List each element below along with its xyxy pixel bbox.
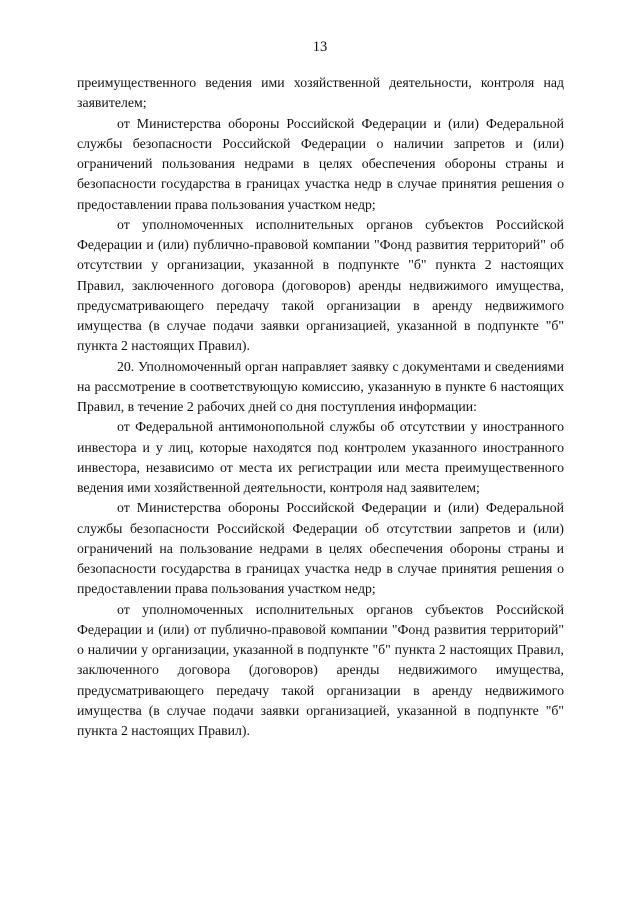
- paragraph-defense-ministry-absence: от Министерства обороны Российской Федерации и (или) Федеральной службы безопасности Российской Федерации об отсутствии запретов и (или) ограничений на пользование недрами в целях обеспечения обороны страны и безопасности государства в границах участка недр в случае принятия решения о предоставлении права пользования участком недр;: [77, 500, 564, 597]
- page-number: 13: [312, 39, 328, 55]
- paragraph-regional-authorities-presence: от уполномоченных исполнительных органов субъектов Российской Федерации и (или) от публично-правовой компании "Фонд развития территорий" о наличии у организации, указанной в подпункте "б" пункта 2 настоящих Правил, заключенного договора (договоров) аренды недвижимого имущества, предусматривающего передачу такой организации в аренду недвижимого имущества (в случае подачи заявки организацией, указанной в подпункте "б" пункта 2 настоящих Правил).: [77, 601, 564, 738]
- body-text: [77, 73, 564, 741]
- paragraph-defense-ministry-request: от Министерства обороны Российской Федерации и (или) Федеральной службы безопасности Российской Федерации о наличии запретов и (или) ограничений пользования недрами в целях обеспечения обороны страны и безопасности государства в границах участка недр в случае принятия решения о предоставлении права пользования участком недр;: [77, 115, 564, 212]
- paragraph-continuation: преимущественного ведения ими хозяйственной деятельности, контроля над заявителем;: [77, 75, 564, 111]
- paragraph-item-20: 20. Уполномоченный орган направляет заявку с документами и сведениями на рассмотрение в соответствующую комиссию, указанную в пункте 6 настоящих Правил, в течение 2 рабочих дней со дня поступления информации:: [77, 358, 564, 414]
- paragraph-regional-authorities-request: от уполномоченных исполнительных органов субъектов Российской Федерации и (или) публично-правовой компании "Фонд развития территорий" об отсутствии у организации, указанной в подпункте "б" пункта 2 настоящих Правил, заключенного договора (договоров) аренды недвижимого имущества, предусматривающего передачу такой организации в аренду недвижимого имущества (в случае подачи заявки организацией, указанной в подпункте "б" пункта 2 настоящих Правил).: [77, 216, 564, 354]
- paragraph-antimonopoly-service: от Федеральной антимонопольной службы об отсутствии у иностранного инвестора и у лиц, которые находятся под контролем указанного иностранного инвестора, независимо от места их регистрации или места преимущественного ведения ими хозяйственной деятельности, контроля над заявителем;: [77, 419, 564, 495]
